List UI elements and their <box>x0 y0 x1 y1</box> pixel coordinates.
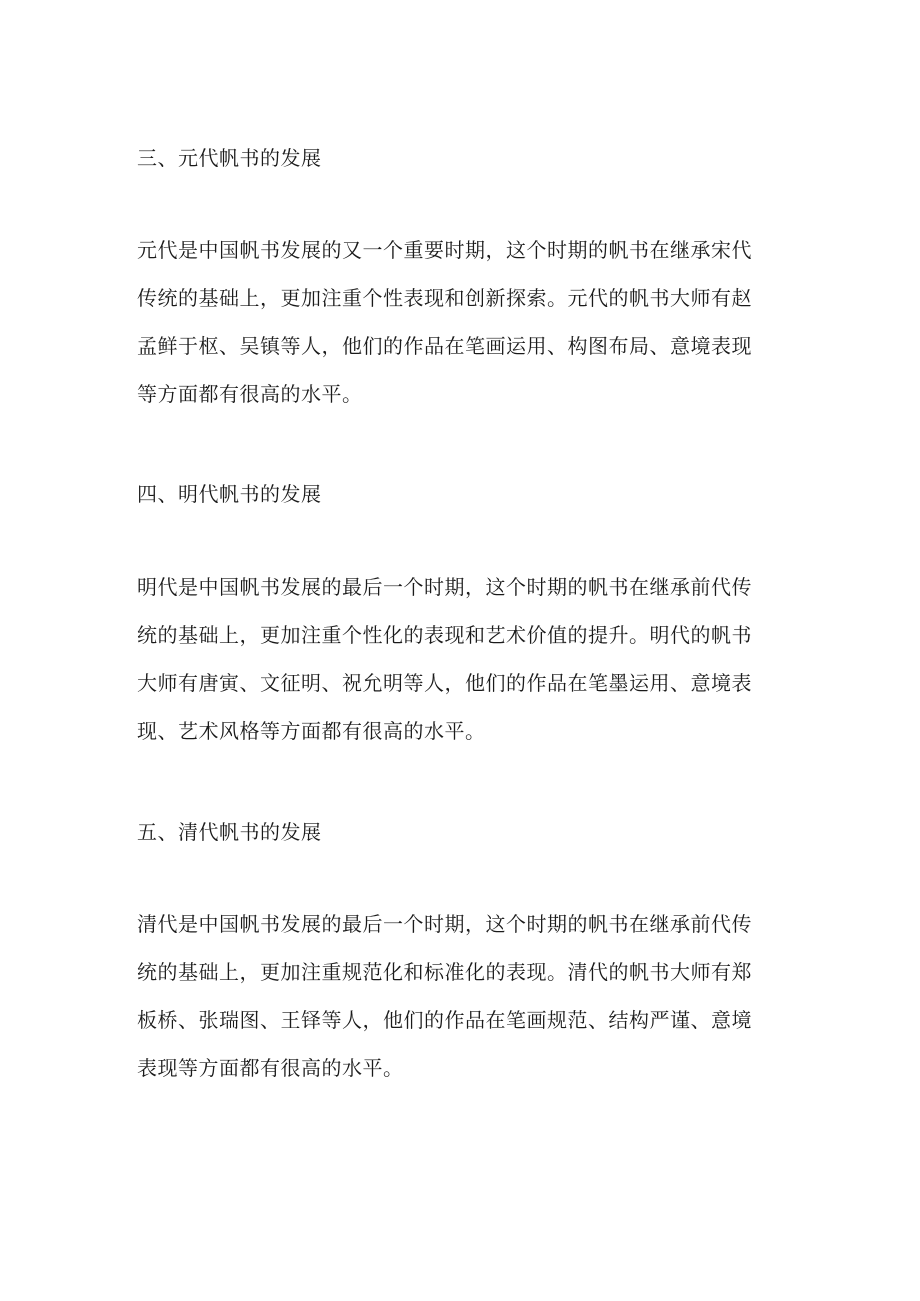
section-heading-ming: 四、明代帆书的发展 <box>137 482 322 506</box>
section-body-ming: 明代是中国帆书发展的最后一个时期，这个时期的帆书在继承前代传 统的基础上，更加注重个性化的表现和艺术价值的提升。明代的帆书 大师有唐寅、文征明、祝允明等人，他们的作品在笔墨运用、意境表 现、艺术风格等方面都有很高的水平。 <box>137 575 752 743</box>
section-heading-yuan: 三、元代帆书的发展 <box>137 146 322 170</box>
section-body-yuan: 元代是中国帆书发展的又一个重要时期，这个时期的帆书在继承宋代 传统的基础上，更加注重个性表现和创新探索。元代的帆书大师有赵 孟鲜于枢、吴镇等人，他们的作品在笔画运用、构图布局、意境表现 等方面都有很高的水平。 <box>137 238 752 406</box>
section-body-qing: 清代是中国帆书发展的最后一个时期，这个时期的帆书在继承前代传 统的基础上，更加注重规范化和标准化的表现。清代的帆书大师有郑 板桥、张瑞图、王铎等人，他们的作品在笔画规范、结构严谨、意境 表现等方面都有很高的水平。 <box>137 912 752 1080</box>
section-heading-qing: 五、清代帆书的发展 <box>137 820 322 844</box>
